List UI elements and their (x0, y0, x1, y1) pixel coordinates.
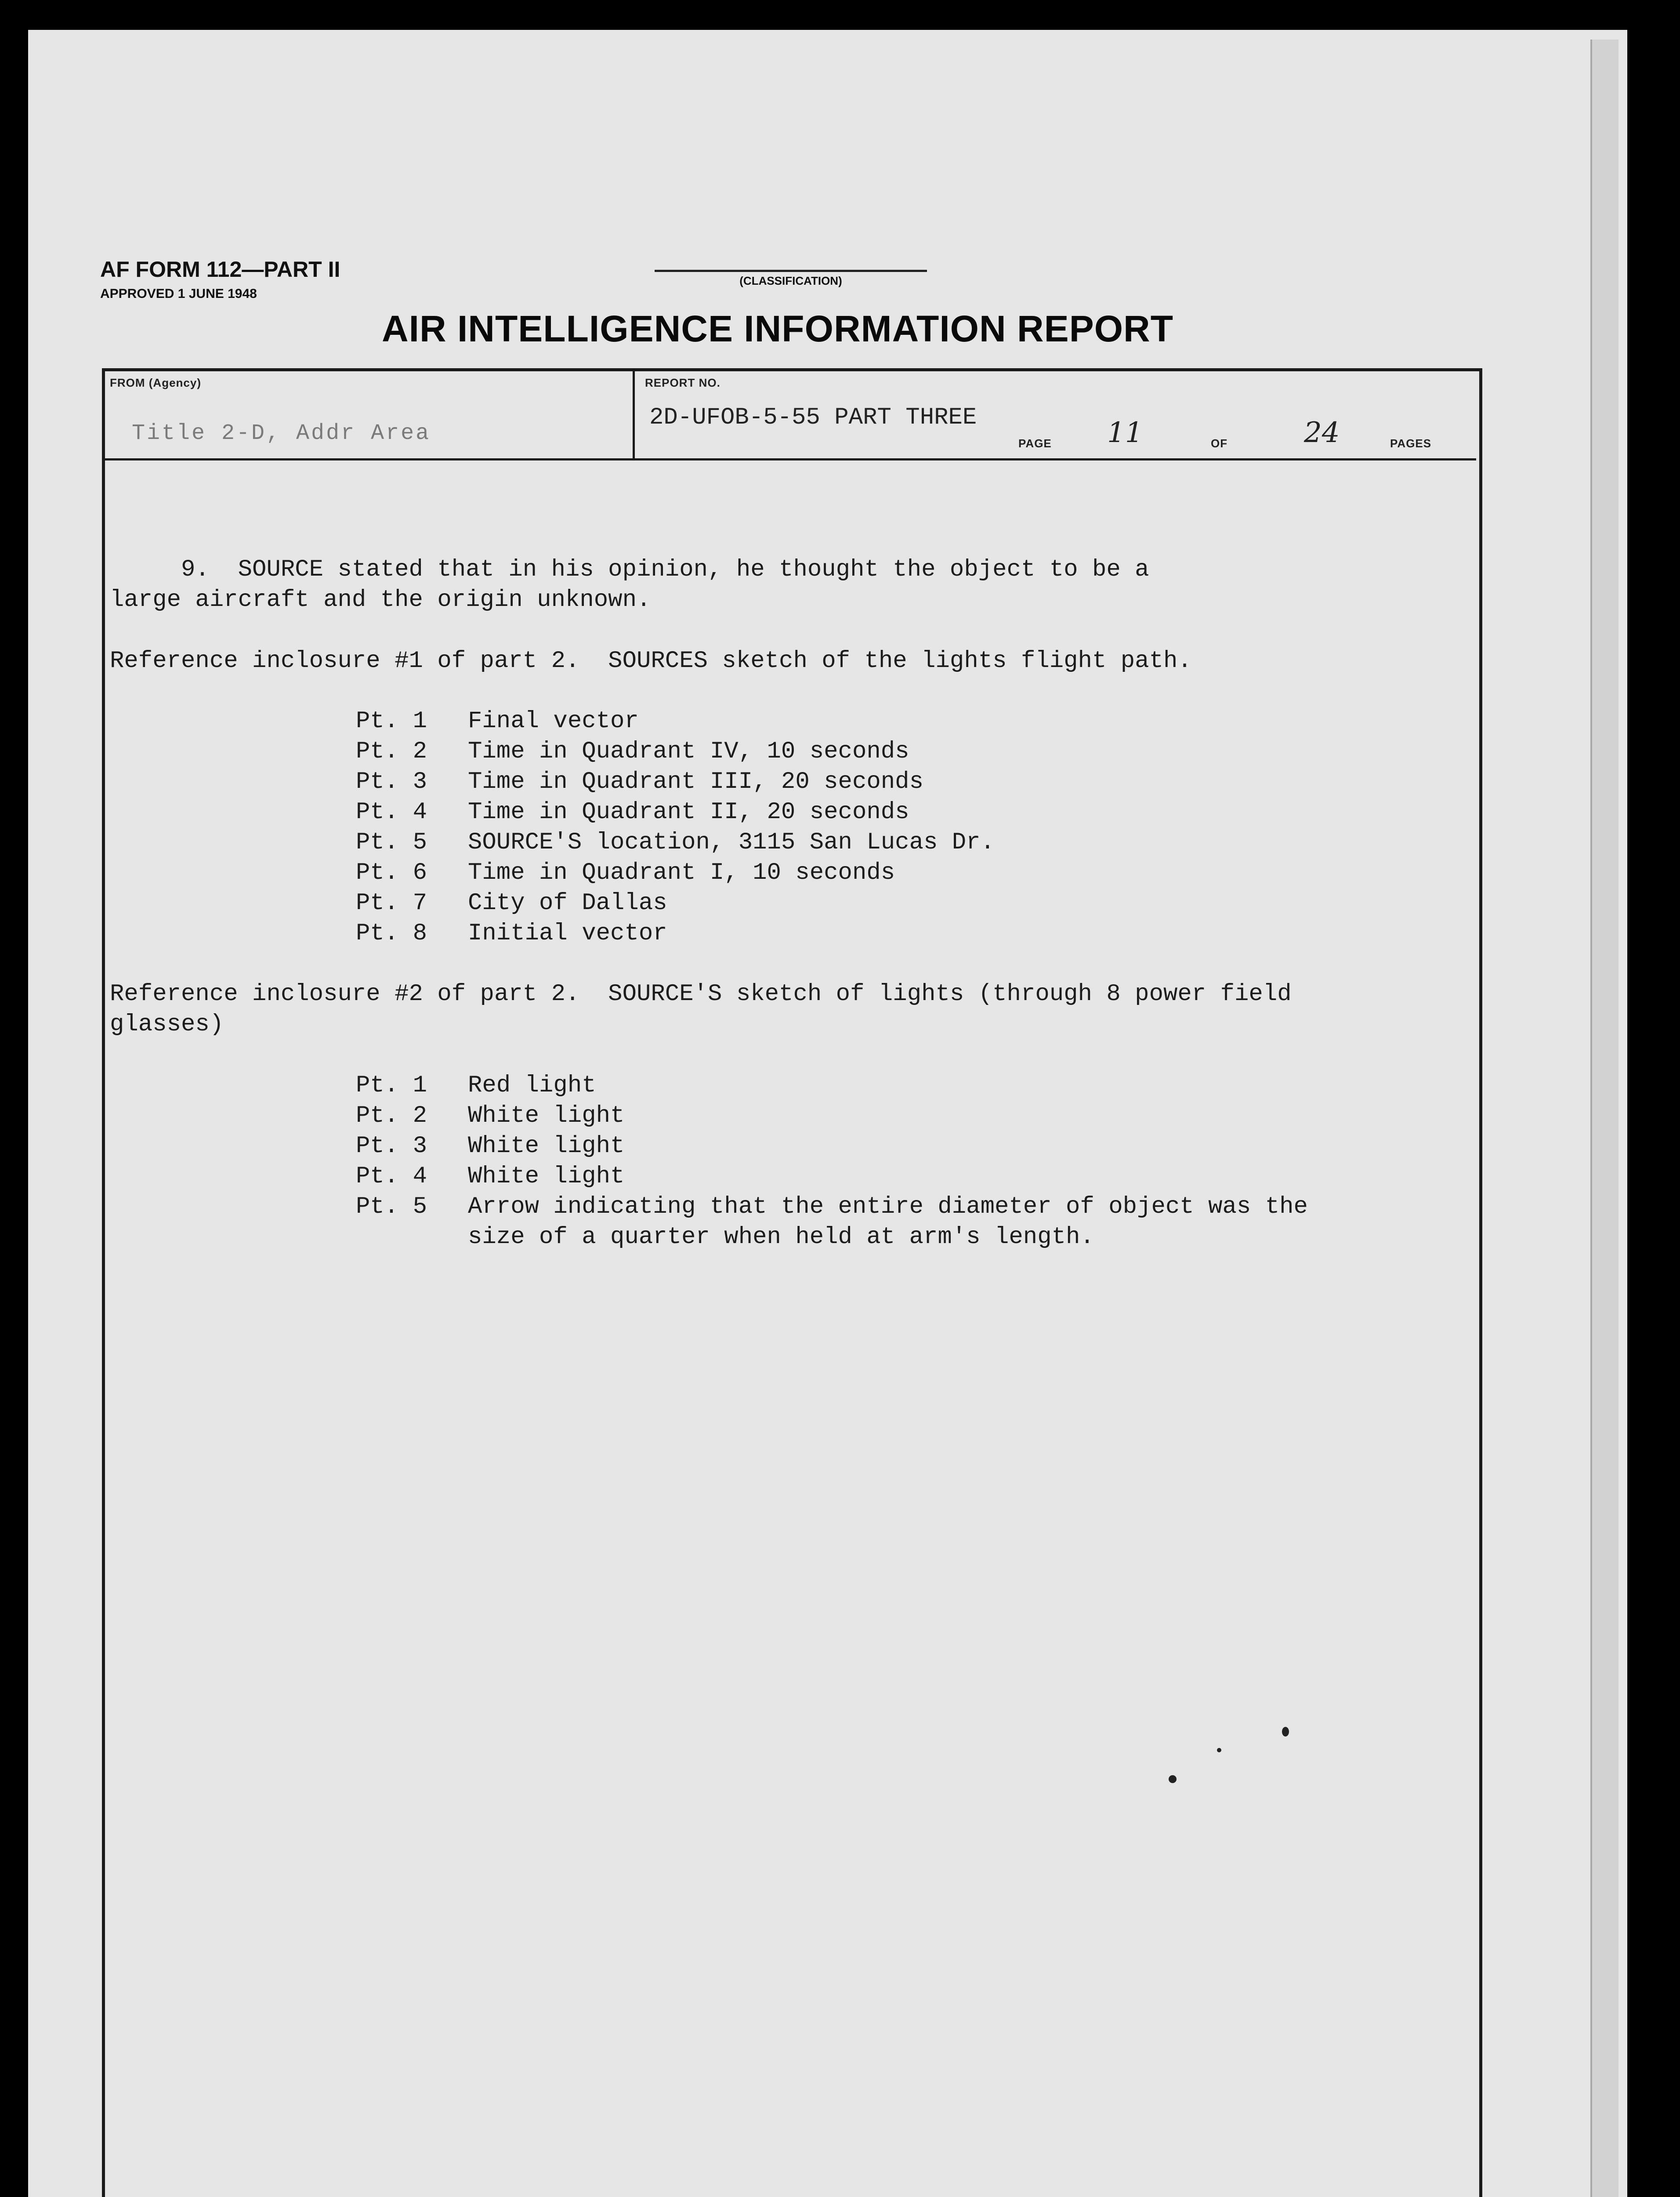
ink-speck (1282, 1727, 1289, 1737)
of-label: OF (1211, 437, 1228, 450)
paragraph-9-line-2: large aircraft and the origin unknown. (110, 587, 651, 613)
page-number: 11 (1107, 417, 1143, 449)
pages-label: PAGES (1390, 437, 1432, 450)
list-item-pt: Pt. 4 (356, 799, 427, 826)
list-item-text: Red light (468, 1072, 596, 1099)
list-item-text: SOURCE'S location, 3115 San Lucas Dr. (468, 829, 995, 856)
list-item-pt: Pt. 1 (356, 708, 427, 735)
list-item-text: Time in Quadrant III, 20 seconds (468, 769, 923, 795)
list-item-pt: Pt. 7 (356, 890, 427, 917)
from-label: FROM (Agency) (110, 376, 201, 389)
reference-inclosure-1: Reference inclosure #1 of part 2. SOURCES sketch of the lights flight path. (110, 648, 1192, 674)
from-value: Title 2-D, Addr Area (132, 421, 431, 446)
ink-speck (1169, 1775, 1177, 1783)
list-item-pt: Pt. 2 (356, 738, 427, 765)
list-item-text: Time in Quadrant II, 20 seconds (468, 799, 909, 826)
reference-inclosure-2-line-2: glasses) (110, 1011, 224, 1038)
header-divider (633, 368, 635, 460)
underlying-page-edge (1590, 40, 1618, 2197)
list-item-text: City of Dallas (468, 890, 667, 917)
classification-line-top (655, 270, 927, 272)
list-item-pt: Pt. 1 (356, 1072, 427, 1099)
list-item-pt: Pt. 4 (356, 1163, 427, 1190)
list-item-pt: Pt. 3 (356, 769, 427, 795)
list-item-pt: Pt. 2 (356, 1102, 427, 1129)
list-item-pt: Pt. 5 (356, 829, 427, 856)
page-total: 24 (1304, 417, 1340, 449)
form-id: AF FORM 112—PART II (100, 257, 340, 282)
list-item-text: White light (468, 1133, 625, 1160)
list-item-text: Initial vector (468, 920, 667, 947)
page-label: PAGE (1018, 437, 1052, 450)
list-item-pt: Pt. 3 (356, 1133, 427, 1160)
report-no-label: REPORT NO. (645, 376, 721, 389)
list-item-text: White light (468, 1163, 625, 1190)
list-item-pt: Pt. 5 (356, 1193, 427, 1220)
list-item-continuation: size of a quarter when held at arm's length. (468, 1224, 1094, 1251)
ink-speck (1217, 1748, 1221, 1752)
reference-inclosure-2-line-1: Reference inclosure #2 of part 2. SOURCE'S sketch of lights (through 8 power field (110, 981, 1292, 1008)
paragraph-9-line-1: 9. SOURCE stated that in his opinion, he thought the object to be a (110, 556, 1149, 583)
list-item-text: Arrow indicating that the entire diameter of object was the (468, 1193, 1308, 1220)
classification-top: (CLASSIFICATION) (739, 274, 842, 287)
list-item-pt: Pt. 6 (356, 859, 427, 886)
list-item-text: Time in Quadrant IV, 10 seconds (468, 738, 909, 765)
report-number: 2D-UFOB-5-55 PART THREE (649, 404, 977, 431)
list-item-text: Time in Quadrant I, 10 seconds (468, 859, 895, 886)
form-approved-date: APPROVED 1 JUNE 1948 (100, 286, 257, 301)
list-item-text: White light (468, 1102, 625, 1129)
list-item-pt: Pt. 8 (356, 920, 427, 947)
report-title: AIR INTELLIGENCE INFORMATION REPORT (381, 308, 1174, 349)
report-frame (102, 368, 1482, 2197)
list-item-text: Final vector (468, 708, 639, 735)
